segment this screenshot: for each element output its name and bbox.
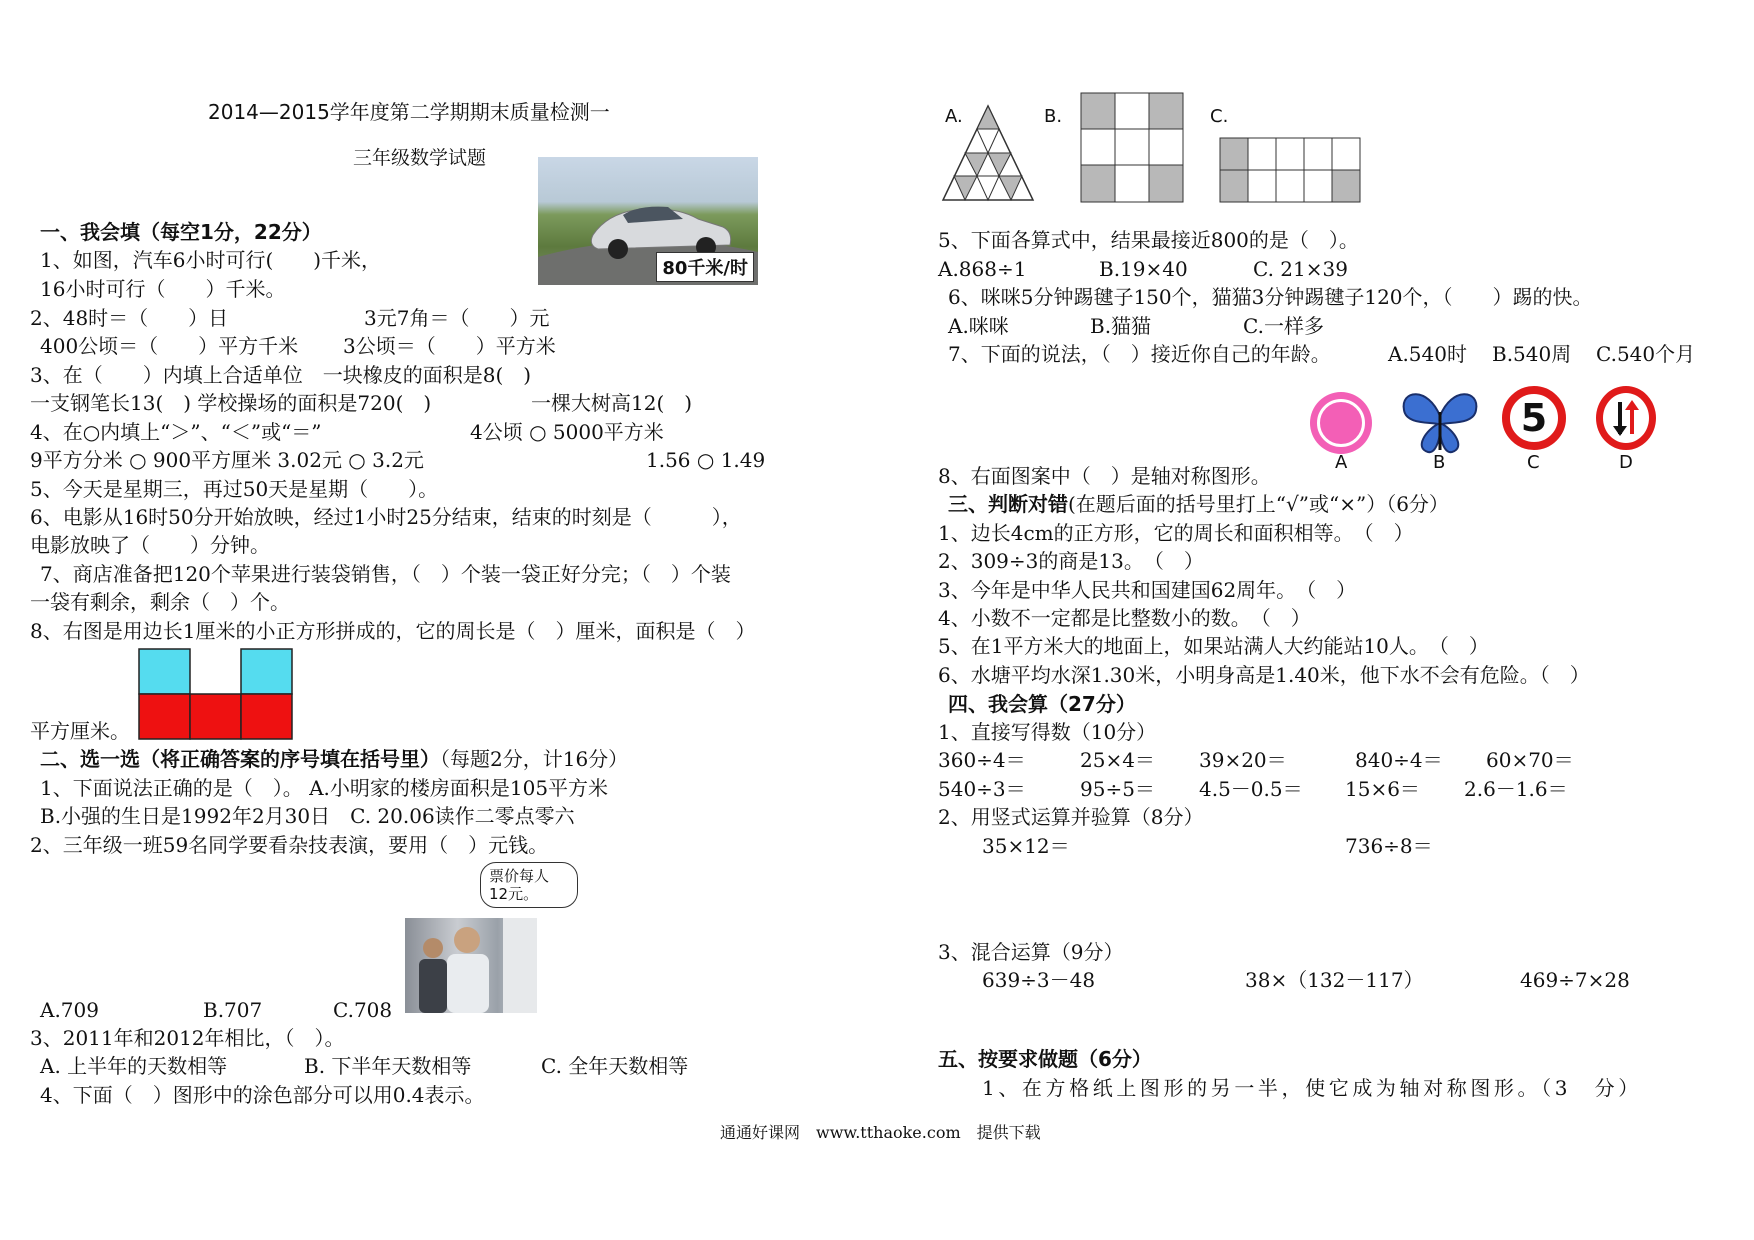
s3-line-1: 1、边长4cm的正方形，它的周长和面积相等。 （ ） (938, 521, 1414, 545)
r2-q5-b: B.19×40 (1099, 257, 1188, 281)
s3-line-2: 2、309÷3的商是13。 （ ） (938, 549, 1204, 573)
page-title: 2014—2015学年度第二学期期末质量检测一 (208, 100, 610, 124)
shape-label-b: B. (1044, 106, 1063, 127)
section2-heading-note: （每题2分，计16分） (440, 747, 629, 771)
s1-line-13: 1.56 ○ 1.49 (646, 448, 766, 472)
r2-line-q6: 6、咪咪5分钟踢毽子150个，猫猫3分钟踢毽子120个，（ ）踢的快。 (948, 285, 1593, 309)
people-illustration (405, 918, 537, 1013)
s1-line-17: 7、商店准备把120个苹果进行装袋销售，（ ）个装一袋正好分完；（ ）个装 (40, 562, 731, 586)
s4-r1-c2: 25×4＝ (1080, 748, 1155, 772)
s2-line-q3: 3、2011年和2012年相比，（ ）。 (30, 1026, 345, 1050)
s1-line-15: 6、电影从16时50分开始放映，经过1小时25分结束，结束的时刻是（ ）， (30, 505, 742, 529)
s4-r2-c3: 4.5－0.5＝ (1199, 777, 1303, 801)
grid-shape-c (1219, 137, 1363, 203)
s4-r2-c5: 2.6－1.6＝ (1464, 777, 1568, 801)
square-figure (138, 648, 294, 740)
section3-heading (948, 492, 1449, 516)
s1-line-19: 8、右图是用边长1厘米的小正方形拼成的，它的周长是（ ）厘米，面积是（ ） (30, 619, 756, 643)
speed-label: 80千米/时 (656, 252, 754, 282)
s2-option-a: A.709 (40, 998, 99, 1022)
s1-line-2: 16小时可行（ ）千米。 (40, 277, 286, 301)
footer-credit: 通通好课网 www.tthaoke.com 提供下载 (720, 1123, 1041, 1142)
s4-q2-b: 736÷8＝ (1345, 834, 1433, 858)
r2-q7-b: B.540周 (1492, 342, 1572, 366)
r2-q5-c: C. 21×39 (1253, 257, 1348, 281)
s2-option-c: C.708 (333, 998, 393, 1022)
r2-q6-a: A.咪咪 (948, 314, 1009, 338)
icon-label-b: B (1433, 452, 1446, 473)
page-subtitle: 三年级数学试题 (353, 147, 487, 169)
s1-line-12: 9平方分米 ○ 900平方厘米 3.02元 ○ 3.2元 (30, 448, 424, 472)
s1-line-18: 一袋有剩余，剩余（ ）个。 (30, 590, 290, 614)
s4-r1-c4: 840÷4＝ (1355, 748, 1443, 772)
s4-q2-a: 35×12＝ (982, 834, 1070, 858)
section5-heading: 五、按要求做题（6分） (938, 1047, 1152, 1071)
s4-r1-c3: 39×20＝ (1199, 748, 1287, 772)
s1-line-11: 4公顷 ○ 5000平方米 (470, 420, 664, 444)
two-way-arrow-sign-icon (1596, 386, 1656, 450)
pink-ball-icon (1310, 392, 1372, 454)
r2-q6-c: C.一样多 (1243, 314, 1324, 338)
butterfly-icon (1398, 386, 1482, 460)
r2-line-q7: 7、下面的说法，（ ）接近你自己的年龄。 (948, 342, 1331, 366)
s4-r1-c1: 360÷4＝ (938, 748, 1026, 772)
s5-q1: 1、在方格纸上图形的另一半，使它成为轴对称图形。（3 分） (982, 1076, 1642, 1100)
s1-line-20: 平方厘米。 (30, 719, 130, 743)
s2-line-q4: 4、下面（ ）图形中的涂色部分可以用0.4表示。 (40, 1083, 485, 1107)
s4-q3-c: 469÷7×28 (1520, 968, 1630, 992)
r2-q6-b: B.猫猫 (1090, 314, 1152, 338)
section2-heading-main: 二、选一选（将正确答案的序号填在括号里） (40, 747, 440, 771)
s2-option-b: B.707 (203, 998, 263, 1022)
r2-line-q8: 8、右面图案中（ ）是轴对称图形。 (938, 464, 1271, 488)
section3-heading-main: 三、判断对错 (948, 492, 1068, 516)
s1-line-3: 2、48时＝（ ）日 (30, 306, 229, 330)
up-down-arrows-icon (1609, 398, 1643, 438)
r2-q5-a: A.868÷1 (938, 257, 1027, 281)
r2-q7-c: C.540个月 (1596, 342, 1696, 366)
shape-label-a: A. (945, 106, 963, 127)
people-photo (405, 918, 537, 1013)
s2-q3-c: C. 全年天数相等 (541, 1054, 689, 1078)
s1-line-16: 电影放映了（ ）分钟。 (30, 533, 270, 557)
s1-line-4: 3元7角＝（ ）元 (364, 306, 550, 330)
icon-label-c: C (1527, 452, 1540, 473)
s1-line-14: 5、今天是星期三，再过50天是星期（ ）。 (30, 477, 439, 501)
s4-q3: 3、混合运算（9分） (938, 940, 1124, 964)
icon-label-a: A (1335, 452, 1348, 473)
s1-line-8: 一支钢笔长13( ) 学校操场的面积是720( ) (30, 391, 432, 415)
s2-line-2: B.小强的生日是1992年2月30日 C. 20.06读作二零点零六 (40, 804, 575, 828)
section2-heading (40, 747, 628, 771)
s4-r1-c5: 60×70＝ (1486, 748, 1574, 772)
shape-label-c: C. (1210, 106, 1229, 127)
r2-q7-a: A.540时 (1388, 342, 1467, 366)
car-photo (538, 157, 758, 285)
s1-line-6: 3公顷＝（ ）平方米 (343, 334, 556, 358)
s1-line-9: 一棵大树高12( ) (531, 391, 693, 415)
s3-line-6: 6、水塘平均水深1.30米，小明身高是1.40米，他下水不会有危险。（ ） (938, 663, 1590, 687)
icon-label-d: D (1619, 452, 1633, 473)
s2-q3-a: A. 上半年的天数相等 (40, 1054, 228, 1078)
s2-line-3: 2、三年级一班59名同学要看杂技表演，要用（ ）元钱。 (30, 833, 549, 857)
s3-line-3: 3、今年是中华人民共和国建国62周年。 （ ） (938, 578, 1357, 602)
s3-line-4: 4、小数不一定都是比整数小的数。 （ ） (938, 606, 1311, 630)
speech-line-2: 12元。 (489, 885, 539, 903)
s4-q3-b: 38×（132－117） (1245, 968, 1424, 992)
s1-line-7: 3、在（ ）内填上合适单位 一块橡皮的面积是8( ) (30, 363, 532, 387)
section1-heading: 一、我会填（每空1分，22分） (40, 220, 322, 244)
s4-r2-c1: 540÷3＝ (938, 777, 1026, 801)
s4-r2-c4: 15×6＝ (1345, 777, 1420, 801)
s4-q3-a: 639÷3－48 (982, 968, 1096, 992)
section4-heading: 四、我会算（27分） (948, 692, 1136, 716)
r2-line-q5: 5、下面各算式中，结果最接近800的是（ ）。 (938, 228, 1359, 252)
s1-line-1: 1、如图，汽车6小时可行( )千米， (40, 248, 382, 272)
s4-r2-c2: 95÷5＝ (1080, 777, 1155, 801)
s1-line-10: 4、在○内填上“＞”、“＜”或“＝” (30, 420, 322, 444)
section3-heading-note: (在题后面的括号里打上“√”或“×”）（6分） (1068, 492, 1449, 516)
s4-q1: 1、直接写得数（10分） (938, 720, 1157, 744)
s1-line-5: 400公顷＝（ ）平方千米 (40, 334, 299, 358)
triangle-shape (941, 104, 1041, 202)
speed-limit-sign-icon: 5 (1502, 386, 1566, 450)
price-speech-bubble (480, 862, 578, 908)
s4-q2: 2、用竖式运算并验算（8分） (938, 805, 1204, 829)
grid-shape-b (1080, 92, 1184, 204)
s2-line-1: 1、下面说法正确的是（ ）。 A.小明家的楼房面积是105平方米 (40, 776, 609, 800)
s3-line-5: 5、在1平方米大的地面上，如果站满人大约能站10人。 （ ） (938, 634, 1489, 658)
speech-line-1: 票价每人 (489, 867, 550, 885)
s2-q3-b: B. 下半年天数相等 (304, 1054, 472, 1078)
